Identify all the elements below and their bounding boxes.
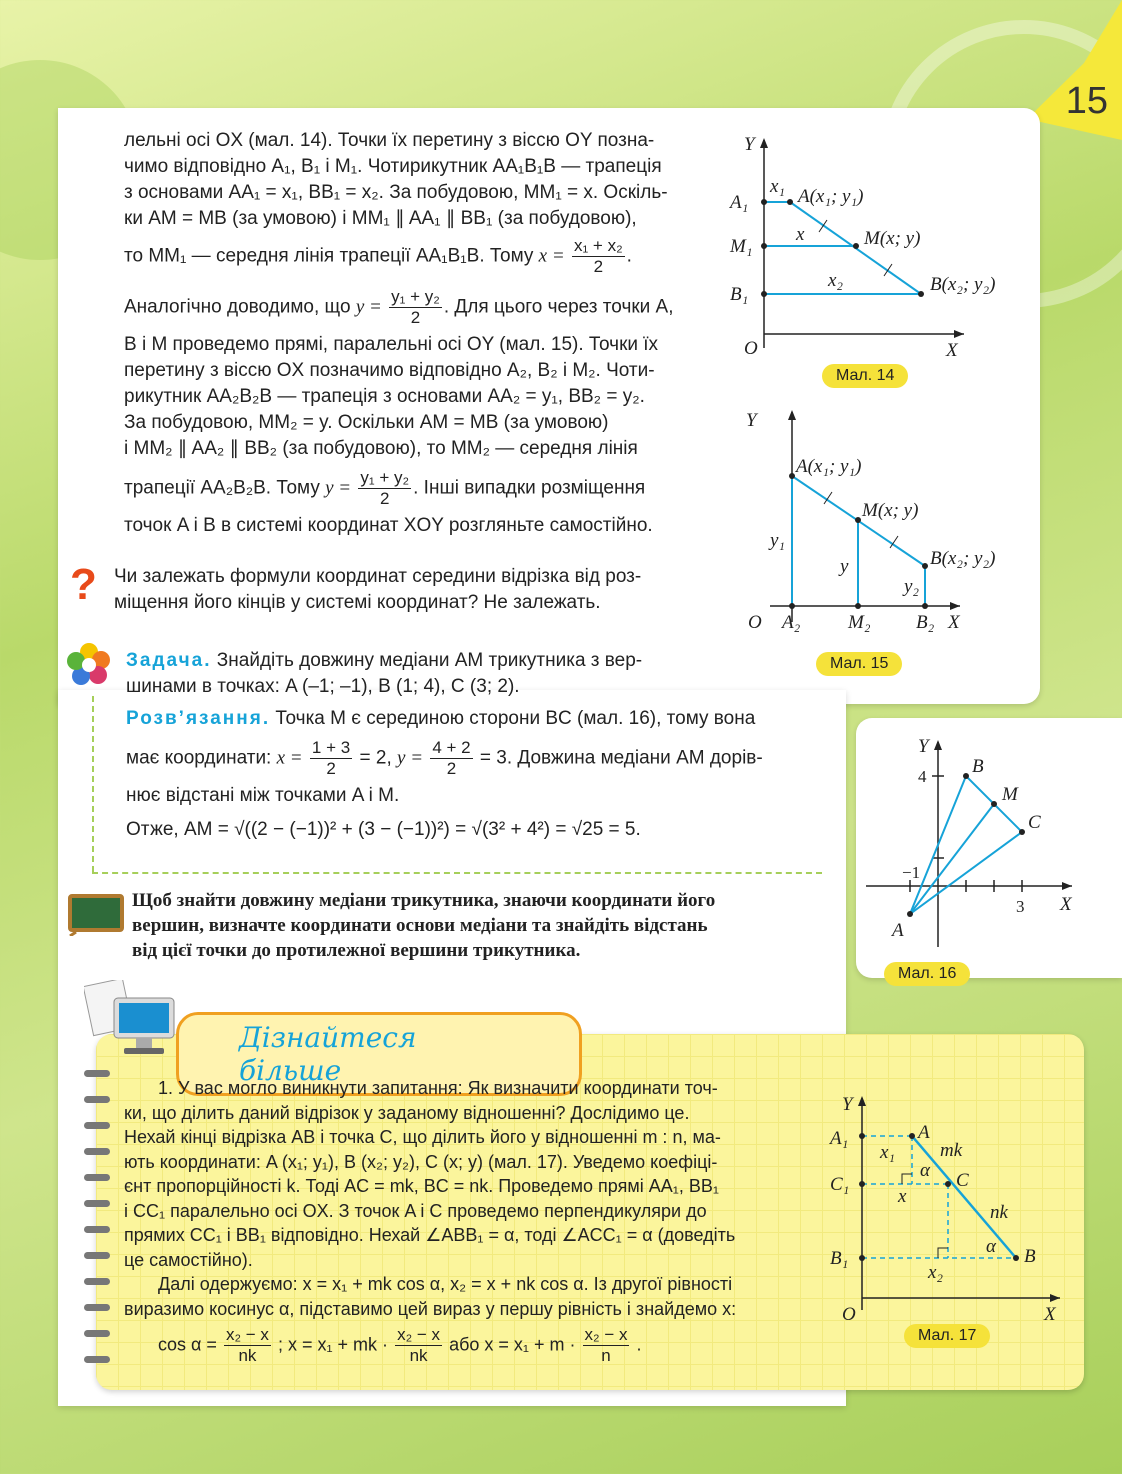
fraction-numerator: x₂ − x xyxy=(584,1325,628,1344)
formula-fraction xyxy=(395,1325,442,1366)
main-text xyxy=(124,128,714,539)
fraction-numerator: 4 + 2 xyxy=(432,738,471,757)
text-line: від цієї точки до протилежної вершини трикутника. xyxy=(132,940,581,961)
text-line xyxy=(126,648,826,674)
task-keyword: Задача. xyxy=(126,650,212,671)
formula-lhs: x = xyxy=(538,245,565,267)
segment-label-nk: nk xyxy=(990,1202,1008,1223)
point-label-a: A xyxy=(918,1122,930,1143)
point-label-b1: B₁ xyxy=(830,1248,849,1269)
text-fragment: Знайдіть довжину медіани AM трикутника з вер- xyxy=(211,650,643,671)
point-label-m: M(x; y) xyxy=(864,228,921,249)
text-line: чимо відповідно A₁, B₁ і M₁. Чотирикутник AA₁B₁B — трапеція xyxy=(124,156,662,177)
task-divider xyxy=(92,872,822,874)
figure-17 xyxy=(826,1090,1076,1326)
segment-label-x2: x₂ xyxy=(828,270,844,291)
fraction-numerator: 1 + 3 xyxy=(311,738,351,757)
text-line: з основами AA₁ = x₁, BB₁ = x₂. За побудовою, MM₁ = x. Оскіль- xyxy=(124,182,668,203)
formula-lhs: y = xyxy=(325,477,352,499)
spiral-ring xyxy=(84,1278,110,1285)
formula-fraction xyxy=(389,287,442,328)
axis-label-y: Y xyxy=(842,1094,853,1115)
text-line: виразимо косинус α, підставимо цей вираз у першу рівність і знайдемо x: xyxy=(124,1298,737,1319)
tick-label-minus1: −1 xyxy=(902,863,921,882)
point-label-b: B(x₂; y₂) xyxy=(930,274,996,295)
figure-14 xyxy=(724,128,1014,368)
point-label-b1: B₁ xyxy=(730,284,749,305)
segment-label-x1: x₁ xyxy=(770,176,786,197)
spiral-ring xyxy=(84,1330,110,1337)
text-line: ки AM = MB (за умовою) і MM₁ ∥ AA₁ ∥ BB₁ (за побудовою), xyxy=(124,208,637,229)
spiral-ring xyxy=(84,1200,110,1207)
text-line: прямих CC₁ і BB₁ відповідно. Нехай ∠ABB₁ = α, тоді ∠ACC₁ = α (доведіть xyxy=(124,1225,736,1245)
text-fragment: Аналогічно доводимо, що xyxy=(124,296,351,318)
question-mark-icon: ? xyxy=(70,560,97,609)
fraction-denominator: 2 xyxy=(593,257,604,276)
text-fragment: . Інші випадки розміщення xyxy=(413,477,646,499)
fraction-denominator: 2 xyxy=(446,759,457,778)
formula-fraction xyxy=(430,738,472,779)
text-fragment: . xyxy=(636,1334,642,1355)
axis-label-y: Y xyxy=(746,410,757,431)
origin-label: O xyxy=(748,612,762,633)
question-text xyxy=(114,564,714,616)
axis-label-y: Y xyxy=(744,134,755,155)
fraction-numerator: y₁ + y₂ xyxy=(360,468,410,487)
text-line: єнт пропорційності k. Тоді AC = mk, BC = nk. Проведемо прямі AA₁, BB₁ xyxy=(124,1176,719,1196)
text-fragment: трапеції AA₂B₂B. Тому xyxy=(124,477,320,499)
point-label-c1: C₁ xyxy=(830,1174,850,1195)
figure-15-caption: Мал. 15 xyxy=(816,652,902,676)
formula-fraction xyxy=(310,738,352,779)
spiral-ring xyxy=(84,1174,110,1181)
point-label-a2: A₂ xyxy=(782,612,801,633)
solution-keyword: Розв’язання. xyxy=(126,708,271,729)
text-fragment: має координати: xyxy=(126,747,272,769)
formula-result: = 3. xyxy=(479,747,513,769)
text-line: Отже, AM = √((2 − (−1))² + (3 − (−1))²) = √(3² + 4²) = √25 = 5. xyxy=(126,819,641,840)
point-label-a1: A₁ xyxy=(730,192,749,213)
text-line: точок A і B в системі координат XOY розгляньте самостійно. xyxy=(124,515,653,536)
origin-label: O xyxy=(744,338,758,359)
segment-label-y2: y₂ xyxy=(904,576,920,597)
text-line: перетину з віссю OX позначимо відповідно A₂, B₂ і M₂. Чоти- xyxy=(124,360,655,381)
spiral-ring xyxy=(84,1096,110,1103)
fraction-numerator: x₁ + x₂ xyxy=(573,236,623,255)
text-line xyxy=(124,468,714,509)
formula-lhs: y = xyxy=(355,296,382,318)
text-fragment: ; x = x₁ + mk · xyxy=(277,1334,389,1355)
spiral-ring xyxy=(84,1226,110,1233)
formula-fraction xyxy=(224,1325,271,1366)
point-label-c: C xyxy=(956,1170,969,1191)
point-label-b: B xyxy=(972,756,984,777)
figure-17-caption: Мал. 17 xyxy=(904,1324,990,1348)
text-line: то MM₁ — середня лінія трапеції AA₁B₁B. Тому x = $\frac{\text{x₁ + x₂}}{2}$ . xyxy=(124,236,632,276)
task-text xyxy=(126,648,826,843)
text-line xyxy=(124,287,714,328)
spiral-ring xyxy=(84,1252,110,1259)
text-line: ють координати: A (x₁; y₁), B (x₂; y₂), C (x; y) (мал. 17). Уведемо коефіці- xyxy=(124,1151,718,1172)
point-label-m1: M₁ xyxy=(730,236,753,257)
axis-label-x: X xyxy=(948,612,960,633)
origin-label: O xyxy=(842,1304,856,1325)
text-line: лельні осі OX (мал. 14). Точки їх перетину з віссю OY позна- xyxy=(124,130,655,151)
text-line: рикутник AA₂B₂B — трапеція з основами AA₂ = y₁, BB₂ = y₂. xyxy=(124,386,645,407)
fraction-denominator: n xyxy=(601,1346,611,1365)
text-line: 1. У вас могло виникнути запитання: Як визначити координати точ- xyxy=(158,1078,718,1098)
flower-icon xyxy=(66,642,112,688)
axis-label-y: Y xyxy=(918,736,929,757)
task-divider xyxy=(92,696,94,872)
text-line: ки, що ділить даний відрізок у заданому відношенні? Дослідимо це. xyxy=(124,1102,690,1123)
text-line: це самостійно). xyxy=(124,1249,253,1270)
text-line: і CC₁ паралельно осі OX. З точок A і C проведемо перпендикуляри до xyxy=(124,1200,707,1221)
point-label-a: A xyxy=(892,920,904,941)
text-line: Нехай кінці відрізка AB і точка C, що ділить його у відношенні m : n, ма- xyxy=(124,1127,721,1147)
spiral-ring xyxy=(84,1148,110,1155)
text-line: B і M проведемо прямі, паралельні осі OY (мал. 15). Точки їх xyxy=(124,334,659,355)
axis-label-x: X xyxy=(1044,1304,1056,1325)
point-label-m: M(x; y) xyxy=(862,500,919,521)
point-label-b: B xyxy=(1024,1246,1036,1267)
text-line: шинами в точках: A (–1; –1), B (1; 4), C (3; 2). xyxy=(126,676,520,697)
figure-16-caption: Мал. 16 xyxy=(884,962,970,986)
formula-lhs: x = xyxy=(276,747,303,769)
text-line xyxy=(124,1325,814,1366)
text-line: Щоб знайти довжину медіани трикутника, знаючи координати його xyxy=(132,890,716,911)
segment-label-x: x xyxy=(898,1186,907,1207)
axis-label-x: X xyxy=(1060,894,1072,915)
text-line: За побудовою, MM₂ = y. Оскільки AM = MB (за умовою) xyxy=(124,412,609,433)
text-line: нює відстані між точками A і M. xyxy=(126,785,400,806)
segment-label-x2: x₂ xyxy=(928,1262,944,1283)
text-fragment: . Для цього через точки A, xyxy=(443,296,674,318)
computer-icon xyxy=(84,980,184,1060)
figure-14-caption: Мал. 14 xyxy=(822,364,908,388)
segment-label-x1: x₁ xyxy=(880,1142,896,1163)
fraction-denominator: 2 xyxy=(410,308,421,327)
segment-label-y: y xyxy=(840,556,849,577)
figure-16 xyxy=(862,732,1092,952)
fraction-numerator: y₁ + y₂ xyxy=(391,287,440,306)
fraction-numerator: x₂ − x xyxy=(225,1325,269,1344)
formula-fraction xyxy=(583,1325,630,1366)
formula-result: = 2, xyxy=(359,747,392,769)
formula-lhs: y = xyxy=(397,747,424,769)
learn-more-text xyxy=(124,1076,814,1366)
point-label-c: C xyxy=(1028,812,1041,833)
page-number: 15 xyxy=(1065,80,1108,122)
text-line: Чи залежать формули координат середини відрізка від роз- xyxy=(114,566,642,587)
point-label-b2: B₂ xyxy=(916,612,935,633)
text-fragment: то MM₁ — середня лінія трапеції AA₁B₁B. Тому xyxy=(124,245,534,267)
text-line xyxy=(126,738,826,779)
text-fragment: cos α = xyxy=(158,1334,217,1355)
figure-15 xyxy=(740,402,1030,642)
angle-label-alpha: α xyxy=(920,1160,930,1181)
tick-label-3: 3 xyxy=(1016,897,1025,916)
point-label-a1: A₁ xyxy=(830,1128,849,1149)
text-line: і MM₂ ∥ AA₂ ∥ BB₂ (за побудовою), то MM₂ — середня лінія xyxy=(124,438,638,459)
point-label-a: A(x₁; y₁) xyxy=(796,456,862,477)
point-label-b: B(x₂; y₂) xyxy=(930,548,996,569)
formula-fraction xyxy=(358,468,411,509)
rule-text xyxy=(132,888,832,963)
segment-label-mk: mk xyxy=(940,1140,963,1161)
text-fragment: Довжина медіани AM дорів- xyxy=(517,747,763,769)
formula-fraction xyxy=(572,236,625,277)
fraction-denominator: 2 xyxy=(380,489,390,508)
spiral-ring xyxy=(84,1356,110,1363)
point-label-m2: M₂ xyxy=(848,612,871,633)
spiral-ring xyxy=(84,1122,110,1129)
text-line xyxy=(126,706,826,732)
text-fragment: Точка M є серединою сторони BC (мал. 16), тому вона xyxy=(270,708,756,729)
fraction-denominator: nk xyxy=(409,1346,428,1365)
text-line: вершин, визначте координати основи медіани та знайдіть відстань xyxy=(132,915,708,936)
tick-label-4: 4 xyxy=(918,767,927,786)
spiral-ring xyxy=(84,1070,110,1077)
fraction-denominator: 2 xyxy=(326,759,336,778)
fraction-numerator: x₂ − x xyxy=(397,1325,441,1344)
angle-label-alpha: α xyxy=(986,1236,996,1257)
axis-label-x: X xyxy=(946,340,958,361)
fraction-denominator: nk xyxy=(238,1346,257,1365)
point-label-m: M xyxy=(1002,784,1018,805)
spiral-ring xyxy=(84,1304,110,1311)
text-line: міщення його кінців у системі координат? Не залежать. xyxy=(114,592,601,613)
learn-more-banner: Дізнайтеся більше xyxy=(176,1012,582,1096)
segment-label-x: x xyxy=(796,224,805,245)
segment-label-y1: y₁ xyxy=(770,530,786,551)
text-fragment: або x = x₁ + m · xyxy=(449,1334,576,1355)
text-line: Далі одержуємо: x = x₁ + mk cos α, x₂ = x + nk cos α. Із другої рівності xyxy=(158,1274,733,1294)
chalkboard-icon xyxy=(66,892,126,936)
point-label-a: A(x₁; y₁) xyxy=(798,186,864,207)
